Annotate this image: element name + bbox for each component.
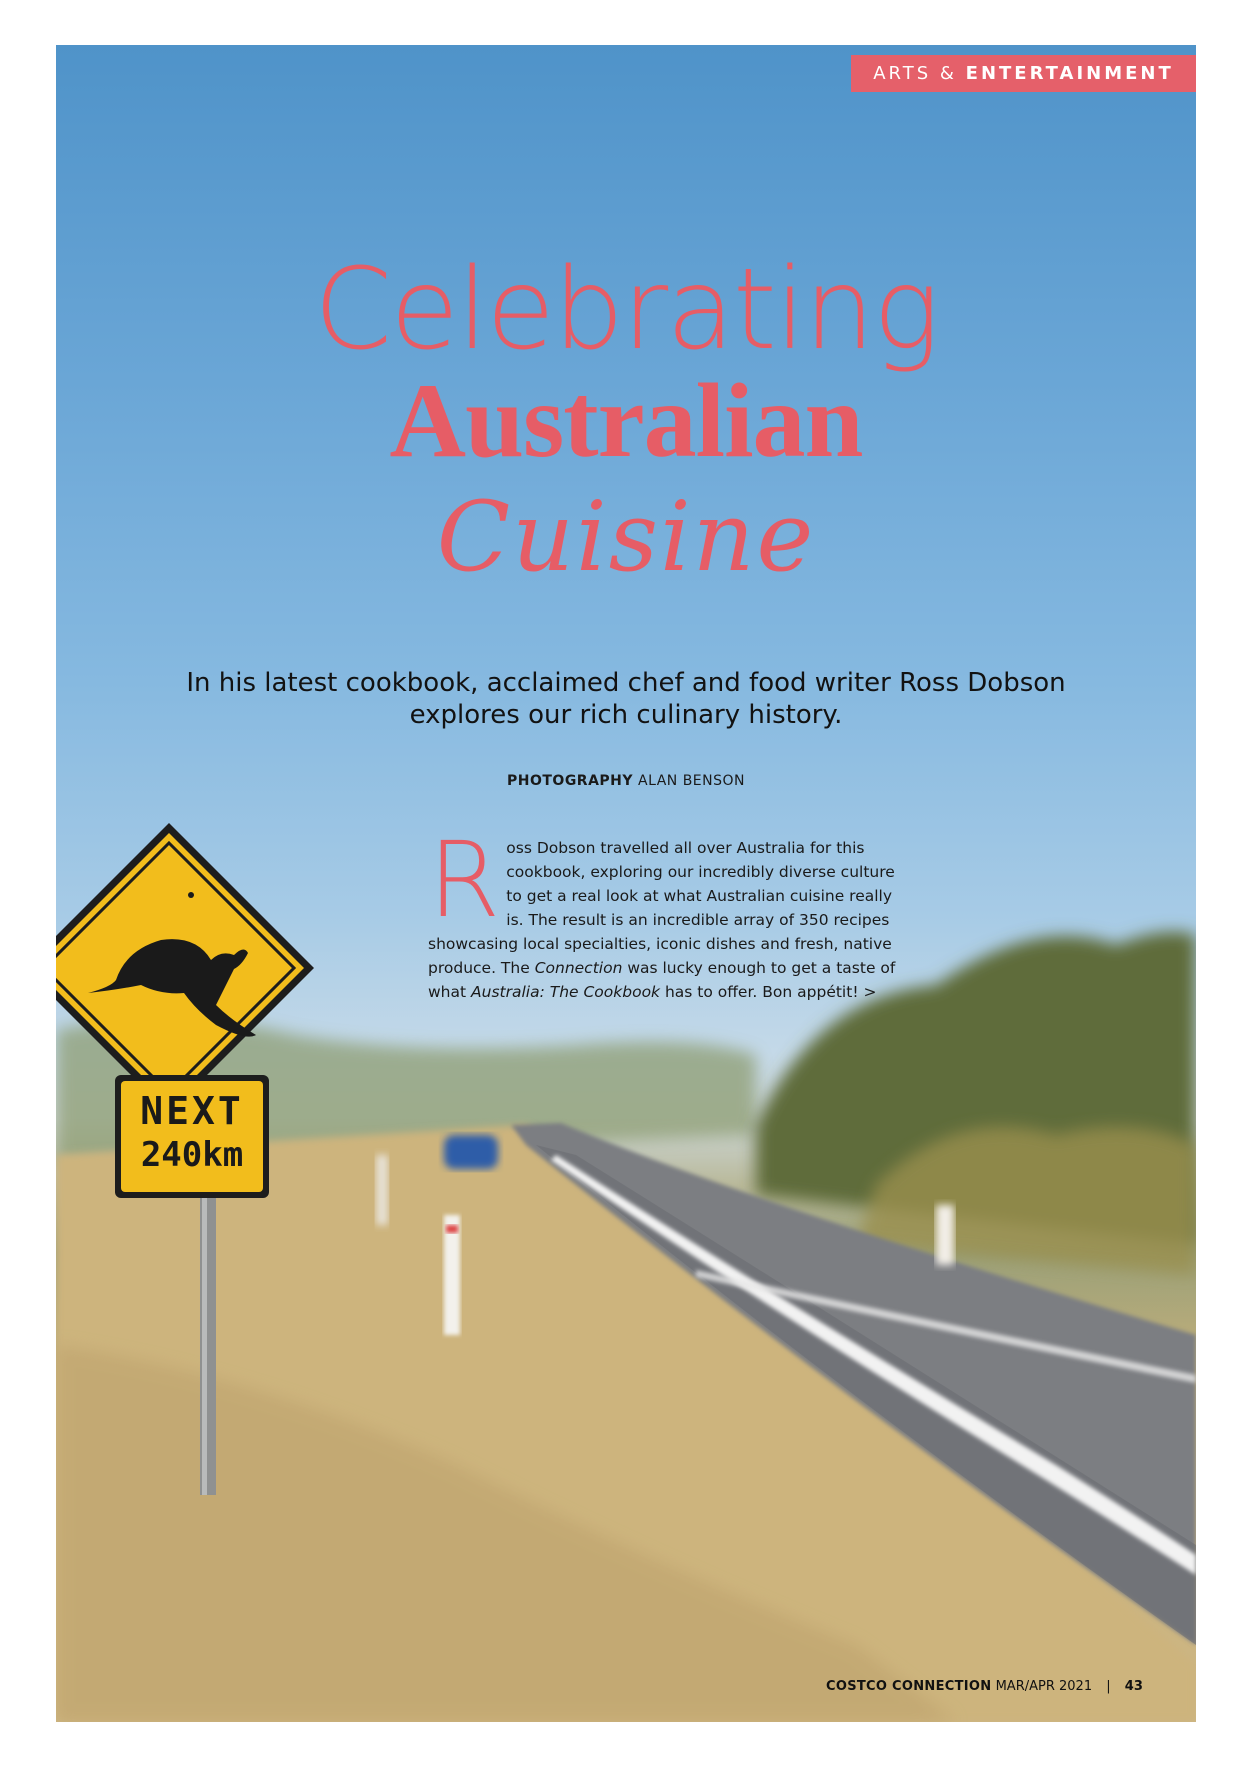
section-main: ENTERTAINMENT bbox=[965, 63, 1174, 84]
page-footer bbox=[826, 1679, 1143, 1694]
distance-line-km: 240km bbox=[140, 1135, 244, 1175]
intro-text-a: oss Dobson travelled all over Australia for this cookbook, exploring our incredibly diverse culture to get a real look at what Australian cuisine really is. The result is an incredible array of 350 recipes showcasing local specialties, iconic dishes and fresh, native produce. The bbox=[428, 839, 895, 977]
credit-label: PHOTOGRAPHY bbox=[506, 773, 634, 789]
footer-separator: | bbox=[1106, 1679, 1111, 1694]
footer-publication: COSTCO CONNECTION bbox=[826, 1679, 992, 1694]
intro-text-c: has to offer. Bon appétit! > bbox=[660, 983, 877, 1001]
intro-text-b: was lucky enough to get a taste of what bbox=[428, 959, 896, 1001]
page-number: 43 bbox=[1124, 1679, 1143, 1694]
intro-paragraph bbox=[428, 819, 898, 1004]
distant-car bbox=[444, 1135, 498, 1169]
magazine-page bbox=[56, 45, 1196, 1722]
distance-line-next: NEXT bbox=[140, 1089, 244, 1133]
section-prefix: ARTS & bbox=[873, 63, 957, 84]
title-line-2: Australian bbox=[389, 362, 863, 479]
title-line-3: Cuisine bbox=[436, 481, 816, 593]
section-tag bbox=[851, 55, 1196, 92]
distance-plate-text bbox=[121, 1089, 263, 1177]
photo-credit bbox=[56, 773, 1196, 789]
subtitle: In his latest cookbook, acclaimed chef and food writer Ross Dobson explores our rich culinary history. bbox=[186, 668, 1066, 730]
credit-name: ALAN BENSON bbox=[638, 773, 745, 789]
intro-italic-b: Australia: The Cookbook bbox=[471, 983, 661, 1001]
footer-issue: MAR/APR 2021 bbox=[995, 1679, 1093, 1694]
intro-italic-a: Connection bbox=[534, 959, 623, 977]
drop-cap: R bbox=[428, 819, 501, 941]
title-line-1: Celebrating bbox=[313, 245, 939, 375]
